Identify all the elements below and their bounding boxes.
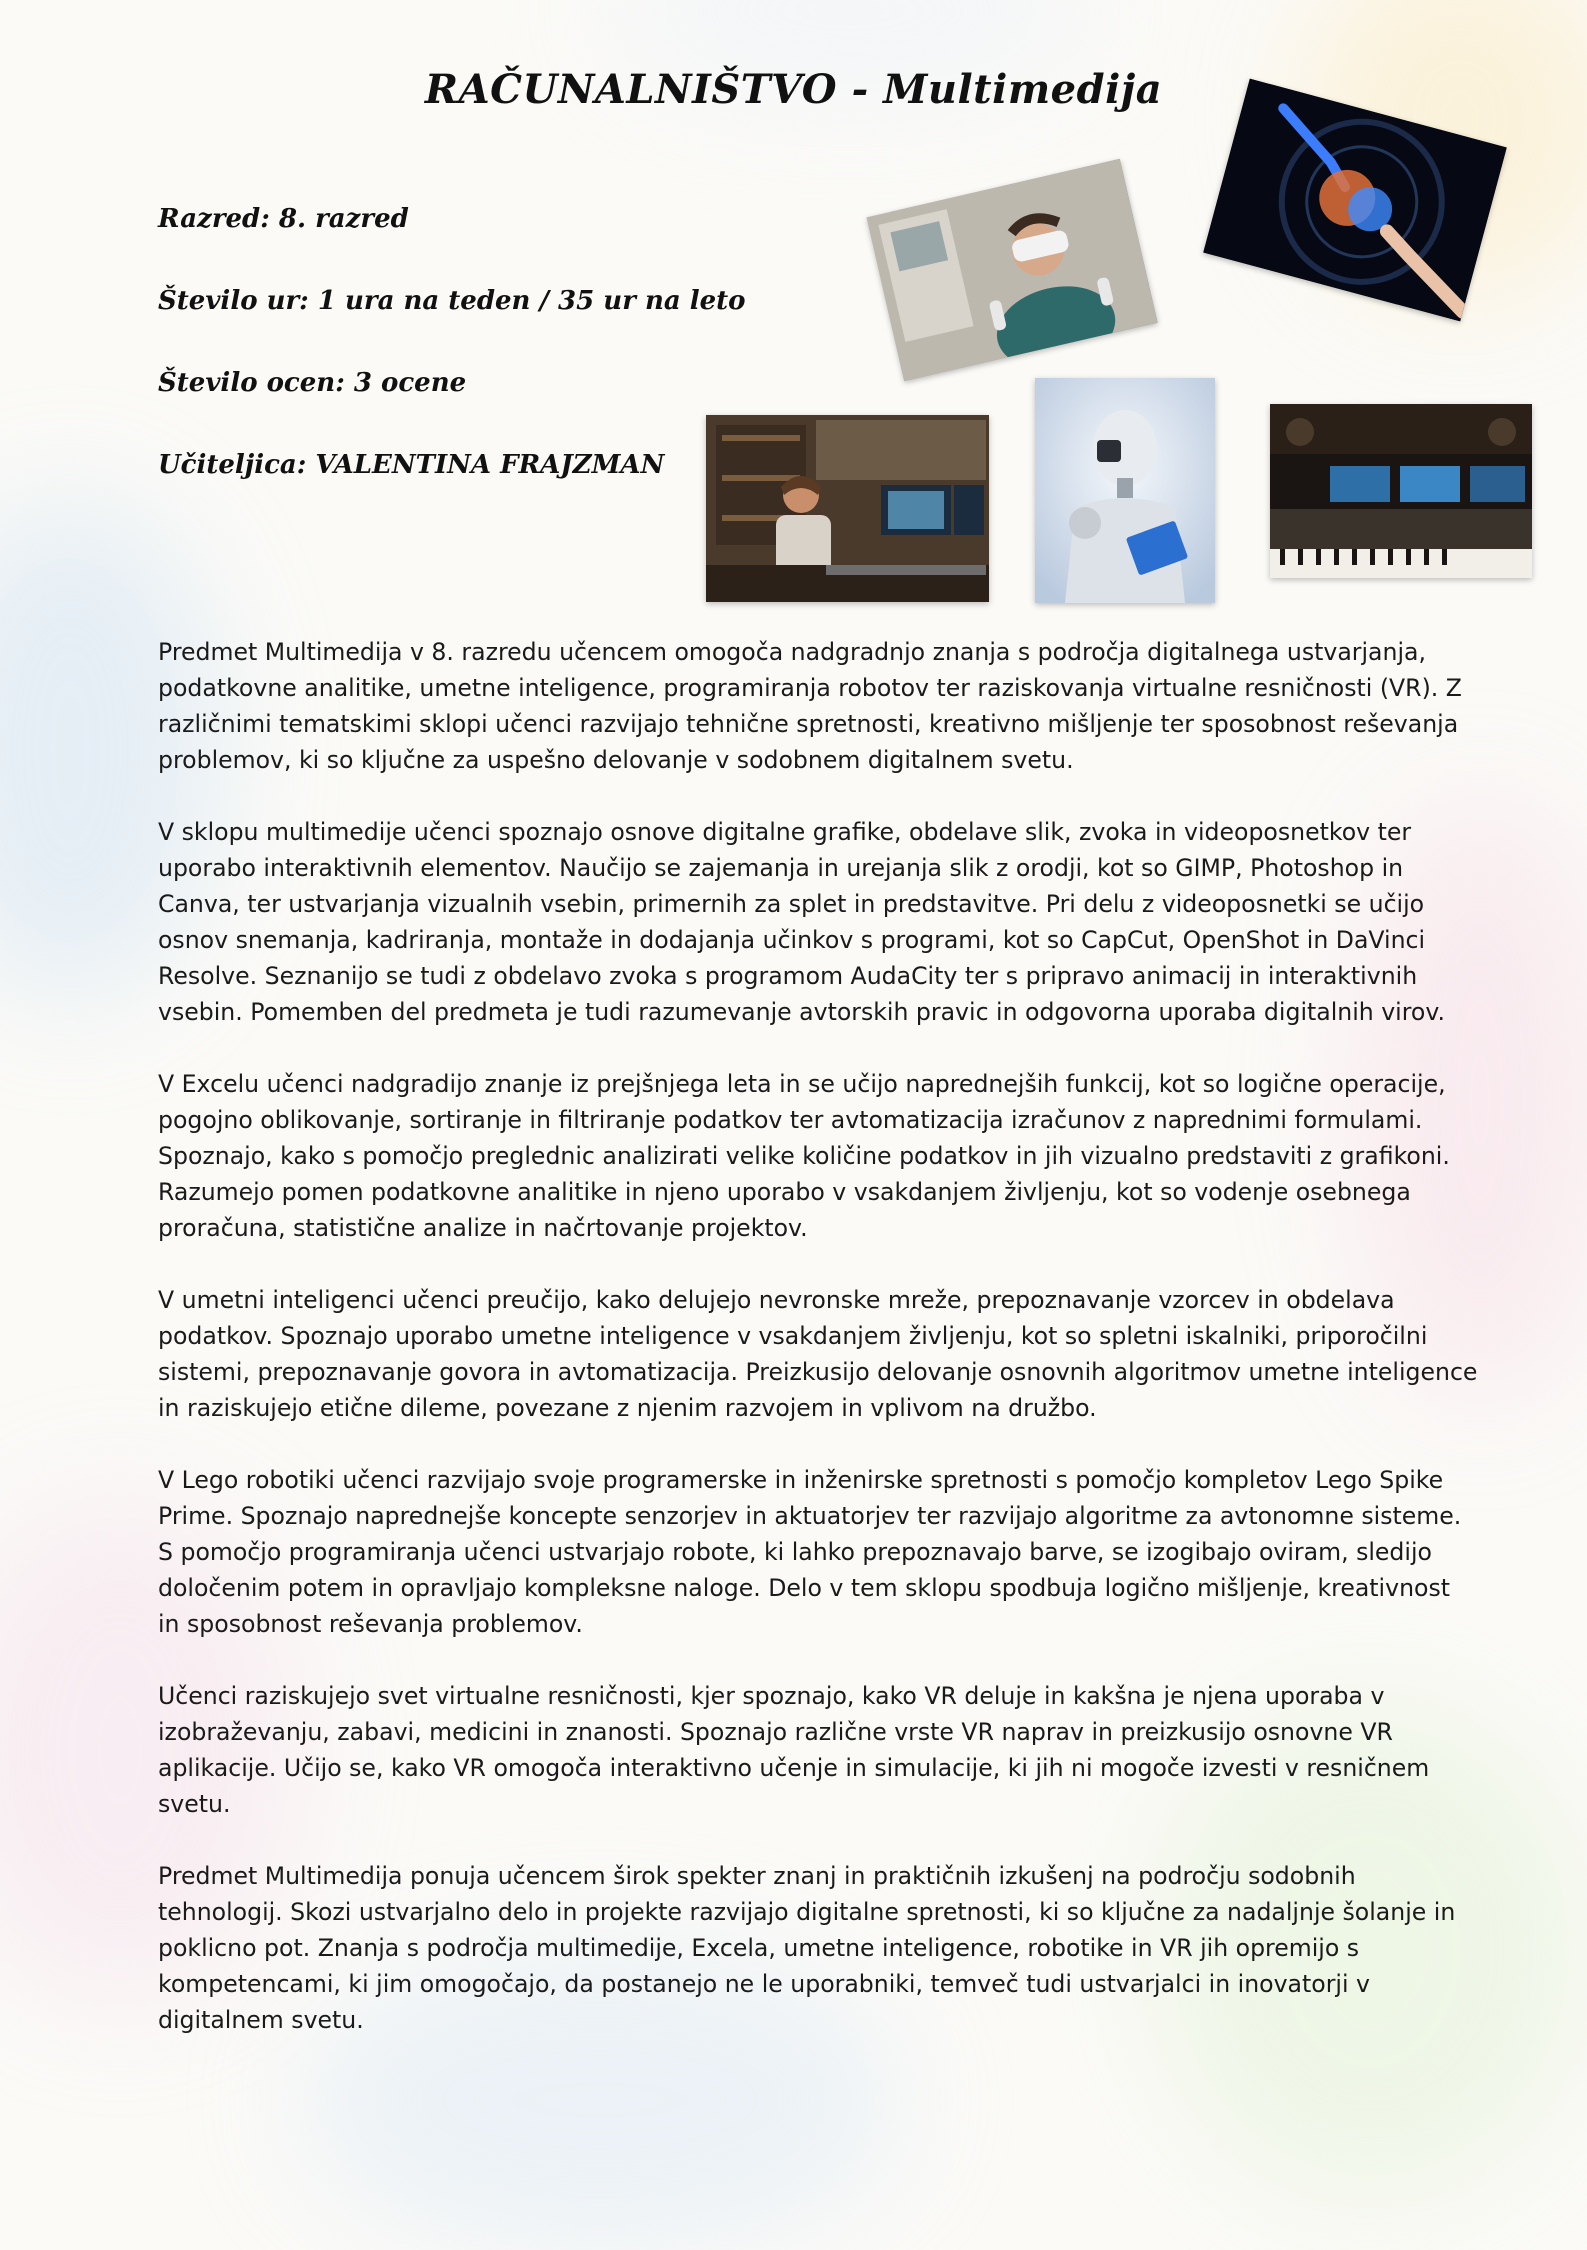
robot-photo xyxy=(1035,378,1215,603)
paragraph-vr: Učenci raziskujejo svet virtualne resničnosti, kjer spoznajo, kako VR deluje in kakšna je njena uporaba v izobraževanju, zabavi, medicini in znanosti. Spoznajo različne vrste VR naprav in preizkusijo osnovne VR aplikacije. Učijo se, kako VR omogoča interaktivno učenje in simulacije, ki jih ni mogoče izvesti v resničnem svetu. xyxy=(158,1682,1430,1818)
paragraph-lego-robotics: V Lego robotiki učenci razvijajo svoje programerske in inženirske spretnosti s pomočjo kompletov Lego Spike Prime. Spoznajo naprednejše koncepte senzorjev in aktuatorjev ter razvijajo algoritme za avtonomne sisteme. S pomočjo programiranja učenci ustvarjajo robote, ki lahko prepoznavajo barve, se izogibajo oviram, sledijo določenim potem in opravljajo kompleksne naloge. Delo v tem sklopu spodbuja logično mišljenje, kreativnost in sposobnost reševanja problemov. xyxy=(158,1466,1462,1638)
paragraph-intro: Predmet Multimedija v 8. razredu učencem omogoča nadgradnjo znanja s področja digitalnega ustvarjanja, podatkovne analitike, umetne inteligence, programiranja robotov ter raziskovanja virtualne resničnosti (VR). Z različnimi tematskimi sklopi učenci razvijajo tehnične spretnosti, kreativno mišljenje ter sposobnost reševanja problemov, ki so ključne za uspešno delovanje v sodobnem digitalnem svetu. xyxy=(158,638,1462,774)
music-studio-photo xyxy=(1270,404,1532,578)
ai-brain-photo xyxy=(1203,79,1507,322)
body-text xyxy=(158,634,1478,2074)
video-editor-photo xyxy=(706,415,989,602)
page-title: RAČUNALNIŠTVO - Multimedija xyxy=(424,66,1163,113)
paragraph-ai: V umetni inteligenci učenci preučijo, kako delujejo nevronske mreže, prepoznavanje vzorcev in obdelava podatkov. Spoznajo uporabo umetne inteligence v vsakdanjem življenju, kot so spletni iskalniki, priporočilni sistemi, prepoznavanje govora in avtomatizacija. Preizkusijo delovanje osnovnih algoritmov umetne inteligence in raziskujejo etične dileme, povezane z njenim razvojem in vplivom na družbo. xyxy=(158,1286,1478,1422)
paragraph-excel: V Excelu učenci nadgradijo znanje iz prejšnjega leta in se učijo naprednejših funkcij, kot so logične operacije, pogojno oblikovanje, sortiranje in filtriranje podatkov ter avtomatizacija izračunov z naprednimi formulami. Spoznajo, kako s pomočjo preglednic analizirati velike količine podatkov in jih vizualno predstaviti z grafikoni. Razumejo pomen podatkovne analitike in njeno uporabo v vsakdanjem življenju, kot so vodenje osebnega proračuna, statistične analize in načrtovanje projektov. xyxy=(158,1070,1450,1242)
hours-line: Število ur: 1 ura na teden / 35 ur na leto xyxy=(158,286,746,316)
vr-headset-photo xyxy=(866,159,1157,381)
grade-line: Razred: 8. razred xyxy=(158,204,409,234)
paragraph-multimedia: V sklopu multimedije učenci spoznajo osnove digitalne grafike, obdelave slik, zvoka in videoposnetkov ter uporabo interaktivnih elementov. Naučijo se zajemanja in urejanja slik z orodji, kot so GIMP, Photoshop in Canva, ter ustvarjanja vizualnih vsebin, primernih za splet in predstavitve. Pri delu z videoposnetki se učijo osnov snemanja, kadriranja, montaže in dodajanja učinkov s programi, kot so CapCut, OpenShot in DaVinci Resolve. Seznanijo se tudi z obdelavo zvoka s programom AudaCity ter s pripravo animacij in interaktivnih vsebin. Pomemben del predmeta je tudi razumevanje avtorskih pravic in odgovorna uporaba digitalnih virov. xyxy=(158,818,1445,1026)
grades-count-line: Število ocen: 3 ocene xyxy=(158,368,467,398)
paragraph-conclusion: Predmet Multimedija ponuja učencem širok spekter znanj in praktičnih izkušenj na področju sodobnih tehnologij. Skozi ustvarjalno delo in projekte razvijajo digitalne spretnosti, ki so ključne za nadaljnje šolanje in poklicno pot. Znanja s področja multimedije, Excela, umetne inteligence, robotike in VR jih opremijo s kompetencami, ki jim omogočajo, da postanejo ne le uporabniki, temveč tudi ustvarjalci in inovatorji v digitalnem svetu. xyxy=(158,1862,1456,2034)
teacher-line: Učiteljica: VALENTINA FRAJZMAN xyxy=(158,450,665,480)
